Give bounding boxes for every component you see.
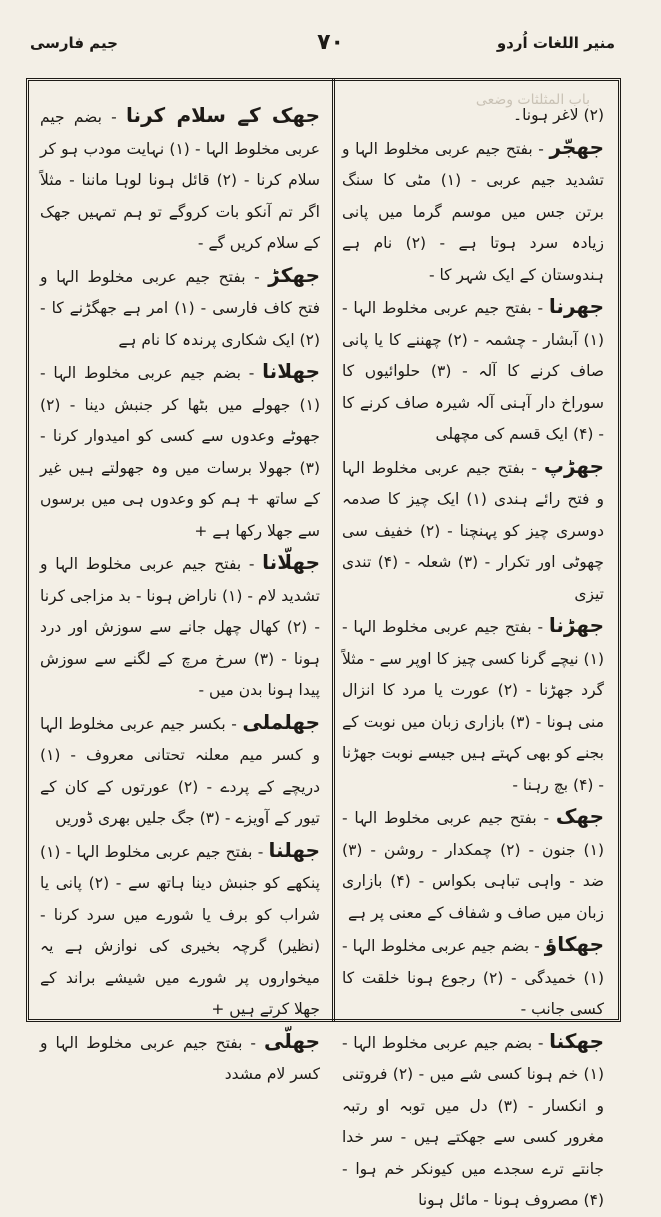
dictionary-entry: [342, 801, 604, 929]
entry-headword: جھلملی: [242, 709, 320, 734]
entry-definition: - بفتح جیم عربی مخلوط الہا و کسر لام مشدد: [40, 1033, 320, 1083]
entry-headword: جھڑنا: [548, 613, 604, 637]
dictionary-entry: [342, 451, 604, 611]
entry-definition: - بکسر جیم عربی مخلوط الہا و کسر میم معلنہ تحتانی معروف - (۱) دریچے کے پردے - (۲) عورتوں کے کان کے تیور کے آویزے - (۳) جگ جلیں بھری ڈوریں: [40, 714, 321, 827]
entry-headword: جھلّی: [263, 1028, 320, 1053]
entry-definition: - بفتح جیم عربی مخلوط الہا و فتح کاف فارسی - (۱) امر ہے جھگڑنے کا - (۲) ایک شکاری پرندہ کا نام ہے: [40, 267, 321, 349]
dictionary-entry: [40, 547, 320, 707]
dictionary-entry: [40, 1026, 320, 1091]
entry-definition: - بفتح جیم عربی مخلوط الہا و فتح رائے ہندی (۱) ایک چیز کا صدمہ دوسری چیز کو پہنچنا - (۲) خفیف سی چھوٹی اور تکرار - (۳) شعلہ - (۴) تندی تیزی: [342, 458, 605, 603]
dictionary-entry: [342, 132, 604, 292]
entry-headword: جھک: [555, 804, 604, 828]
left-column: [40, 100, 321, 1083]
entry-headword: جھک کے سلام کرنا: [126, 103, 320, 127]
entry-headword: جھرنا: [548, 294, 604, 318]
running-title: منیر اللغات اُردو: [496, 34, 615, 52]
dictionary-entry: [342, 291, 604, 451]
faint-bleedthrough-text: باب المثلثات وضعی: [475, 92, 590, 108]
dictionary-entry: [342, 1026, 604, 1217]
entry-definition: - بفتح جیم عربی مخلوط الہا - (۱) آبشار - چشمہ - (۲) چھننے کا یا پانی صاف کرنے کا آلہ - (۳) حلوائیوں کا سوراخ دار آہنی آلہ شیرہ صاف کرنے کا - (۴) ایک قسم کی مچھلی: [342, 299, 604, 443]
entry-definition: - بفتح جیم عربی مخلوط الہا و تشدید جیم عربی - (۱) مٹی کا سنگ برتن جس میں موسم گرما میں پانی زیادہ سرد ہوتا ہے - (۲) نام ہے ہندوستان کے ایک شہر کا -: [342, 139, 604, 284]
entry-definition: - بضم جیم عربی مخلوط الہا - (۱) خمیدگی - (۲) رجوع ہونا خلقت کا کسی جانب -: [342, 937, 604, 1018]
dictionary-entry: [40, 835, 320, 1026]
entry-definition: - بفتح جیم عربی مخلوط الہا - (۱) جنون - (۲) چمکدار - روشن - (۳) ضد - واہی تباہی بکواس - (۴) بازاری زبان میں صاف و شفاف کے معنی پر ہے: [342, 809, 604, 922]
right-column: [342, 100, 605, 1209]
entry-headword: جھجّر: [549, 134, 604, 159]
entry-headword: جھلّانا: [262, 550, 320, 574]
entry-definition: - بفتح جیم عربی مخلوط الہا - (۱) نیچے گرنا کسی چیز کا اوپر سے - مثلاً گرد جھڑنا - (۲) عورت یا مرد کا انزال منی ہونا - (۳) بازاری زبان میں نوبت کے بجنے کو بھی کہتے ہیں جیسے نوبت جھڑنا - (۴) بچ رہنا -: [342, 618, 604, 794]
entry-headword: جھکڑ: [268, 262, 320, 287]
dictionary-entry: [342, 610, 604, 801]
entry-headword: جھڑپ: [543, 453, 604, 478]
entry-definition: - بضم جیم عربی مخلوط الہا - (۱) جھولے میں بٹھا کر جنبش دینا - (۲) جھوٹے وعدوں سے کسی کو امیدوار کرنا - (۳) جھولا برسات میں وہ جھولتے ہیں غیر کے ساتھ + ہم کو وعدوں ہی میں برسوں سے جھلا رکھا ہے +: [40, 364, 320, 540]
entry-headword: جھکاؤ: [544, 932, 604, 956]
entry-headword: جھلانا: [262, 359, 320, 383]
section-title: جیم فارسی: [30, 34, 118, 52]
page-number: ٧٠: [317, 30, 344, 55]
entry-definition: - بفتح جیم عربی مخلوط الہا - (۱) پنکھے کو جنبش دینا ہاتھ سے - (۲) پانی یا شراب کو برف یا شورے میں سرد کرنا - (نظیر) گرچہ بخیری کی نوازش ہے یہ میخواروں پر شورے میں شیشے براند کے جھلا کرتے ہیں +: [40, 842, 320, 1018]
entry-headword: جھلنا: [268, 837, 320, 862]
entry-headword: جھکنا: [549, 1028, 604, 1053]
entry-definition: - بفتح جیم عربی مخلوط الہا و تشدید لام - (۱) ناراض ہونا - بد مزاجی کرنا - (۲) کھال چھل جانے سے سوزش اور درد ہونا - (۳) سرخ مرچ کے لگنے سے سوزش پیدا ہونا بدن میں -: [40, 555, 320, 699]
dictionary-entry: [40, 100, 320, 260]
dictionary-entry: [40, 260, 320, 357]
entry-definition: - بضم جیم عربی مخلوط الہا - (۱) خم ہونا کسی شے میں - (۲) فروتنی و انکسار - (۳) دل میں توبہ او رتبہ مغرور کسی سے جھکتے ہیں - سر خدا جانتے ترے سجدے میں کیونکر خم ہوا - (۴) مصروف ہونا - مائل ہونا: [342, 1033, 605, 1209]
dictionary-entry: [40, 356, 320, 547]
entry-definition: (۲) لاغر ہونا۔: [513, 106, 604, 124]
dictionary-entry: [342, 929, 604, 1026]
entry-definition: - بضم جیم عربی مخلوط الہا - (۱) نہایت مودب ہو کر سلام کرنا - (۲) قائل ہونا لوہا ماننا - مثلاً اگر تم آنکو بات کروگے تو ہم تمہیں جھک کے سلام کریں گے -: [40, 108, 320, 252]
page-header: [0, 30, 661, 74]
dictionary-entry: [40, 707, 320, 835]
column-divider: [332, 78, 335, 1022]
dictionary-entry: [342, 100, 604, 132]
